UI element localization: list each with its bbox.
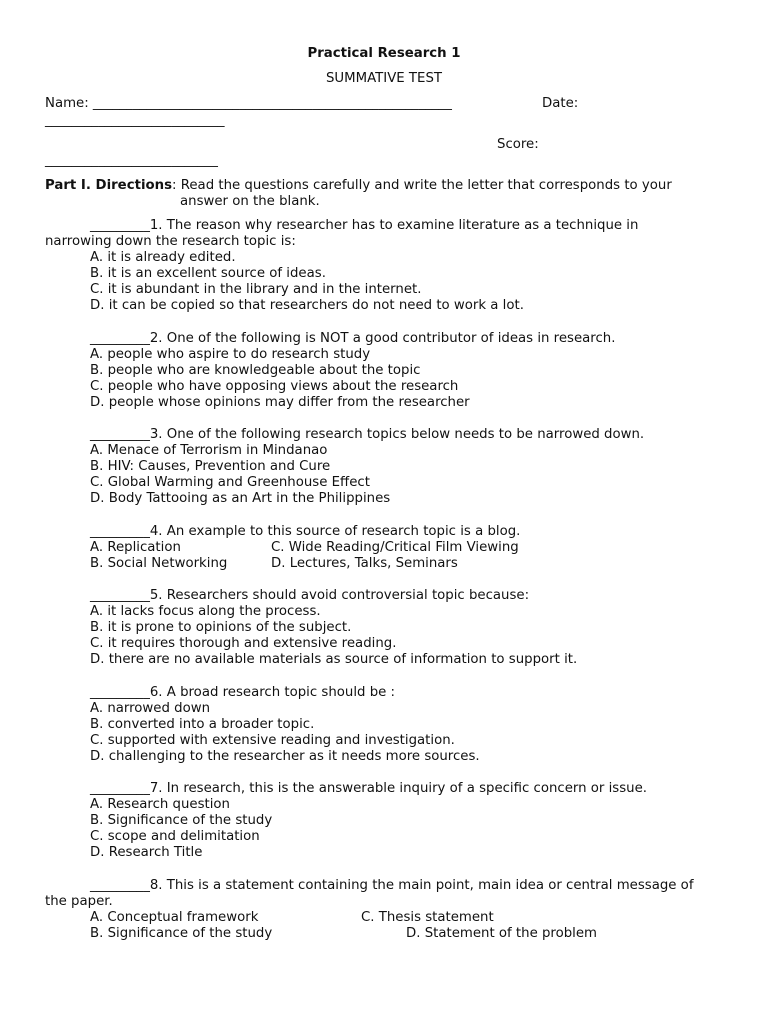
question-8-option-d: D. Statement of the problem (406, 926, 597, 941)
question-1-stem: _________1. The reason why researcher has to examine literature as a technique in (90, 218, 639, 233)
question-2-option-a: A. people who aspire to do research study (90, 347, 371, 362)
date-field-label: Date: (542, 96, 579, 111)
question-7-option-b: B. Significance of the study (90, 813, 273, 828)
question-3-option-b: B. HIV: Causes, Prevention and Cure (90, 459, 331, 474)
question-3-option-c: C. Global Warming and Greenhouse Effect (90, 475, 370, 490)
question-7-option-c: C. scope and delimitation (90, 829, 260, 844)
question-2-option-c: C. people who have opposing views about the research (90, 379, 459, 394)
question-5-option-d: D. there are no available materials as source of information to support it. (90, 652, 578, 667)
question-8-option-b: B. Significance of the study (90, 926, 273, 941)
question-5-option-b: B. it is prone to opinions of the subject. (90, 620, 352, 635)
question-6-option-a: A. narrowed down (90, 701, 211, 716)
question-4-stem: _________4. An example to this source of research topic is a blog. (90, 524, 521, 539)
document-subtitle: SUMMATIVE TEST (325, 71, 443, 86)
question-8-stem: _________8. This is a statement containing the main point, main idea or central message of (90, 878, 694, 893)
question-6-stem: _________6. A broad research topic should be : (90, 685, 396, 700)
directions-text-continued: answer on the blank. (180, 194, 320, 209)
name-field-label: Name: ______________________________________________________ (45, 96, 452, 111)
question-1-stem-continued: narrowing down the research topic is: (45, 234, 296, 249)
question-3-option-d: D. Body Tattooing as an Art in the Philippines (90, 491, 391, 506)
question-8-option-a: A. Conceptual framework (90, 910, 259, 925)
question-4-option-a: A. Replication (90, 540, 181, 555)
question-6-option-d: D. challenging to the researcher as it needs more sources. (90, 749, 480, 764)
question-6-option-c: C. supported with extensive reading and investigation. (90, 733, 455, 748)
question-1-option-c: C. it is abundant in the library and in the internet. (90, 282, 422, 297)
question-2-stem: _________2. One of the following is NOT a good contributor of ideas in research. (90, 331, 616, 346)
question-5-option-a: A. it lacks focus along the process. (90, 604, 321, 619)
document-title: Practical Research 1 (307, 46, 461, 61)
question-1-option-b: B. it is an excellent source of ideas. (90, 266, 326, 281)
question-1-option-d: D. it can be copied so that researchers do not need to work a lot. (90, 298, 524, 313)
question-3-option-a: A. Menace of Terrorism in Mindanao (90, 443, 328, 458)
question-2-option-b: B. people who are knowledgeable about the topic (90, 363, 421, 378)
question-6-option-b: B. converted into a broader topic. (90, 717, 315, 732)
question-8-stem-continued: the paper. (45, 894, 113, 909)
score-field-blank: __________________________ (45, 153, 218, 168)
directions-heading: Part I. Directions (45, 178, 173, 193)
question-2-option-d: D. people whose opinions may differ from the researcher (90, 395, 470, 410)
question-7-option-d: D. Research Title (90, 845, 203, 860)
question-4-option-c: C. Wide Reading/Critical Film Viewing (271, 540, 519, 555)
question-7-option-a: A. Research question (90, 797, 230, 812)
directions-text: : Read the questions carefully and write the letter that corresponds to your (172, 178, 672, 193)
question-1-option-a: A. it is already edited. (90, 250, 236, 265)
score-field-label: Score: (497, 137, 539, 152)
directions-line (45, 178, 672, 194)
question-4-option-b: B. Social Networking (90, 556, 228, 571)
question-3-stem: _________3. One of the following research topics below needs to be narrowed down. (90, 427, 645, 442)
question-5-stem: _________5. Researchers should avoid controversial topic because: (90, 588, 530, 603)
question-8-option-c: C. Thesis statement (361, 910, 494, 925)
question-7-stem: _________7. In research, this is the answerable inquiry of a specific concern or issue. (90, 781, 648, 796)
question-5-option-c: C. it requires thorough and extensive reading. (90, 636, 397, 651)
question-4-option-d: D. Lectures, Talks, Seminars (271, 556, 458, 571)
date-field-blank: ___________________________ (45, 113, 225, 128)
